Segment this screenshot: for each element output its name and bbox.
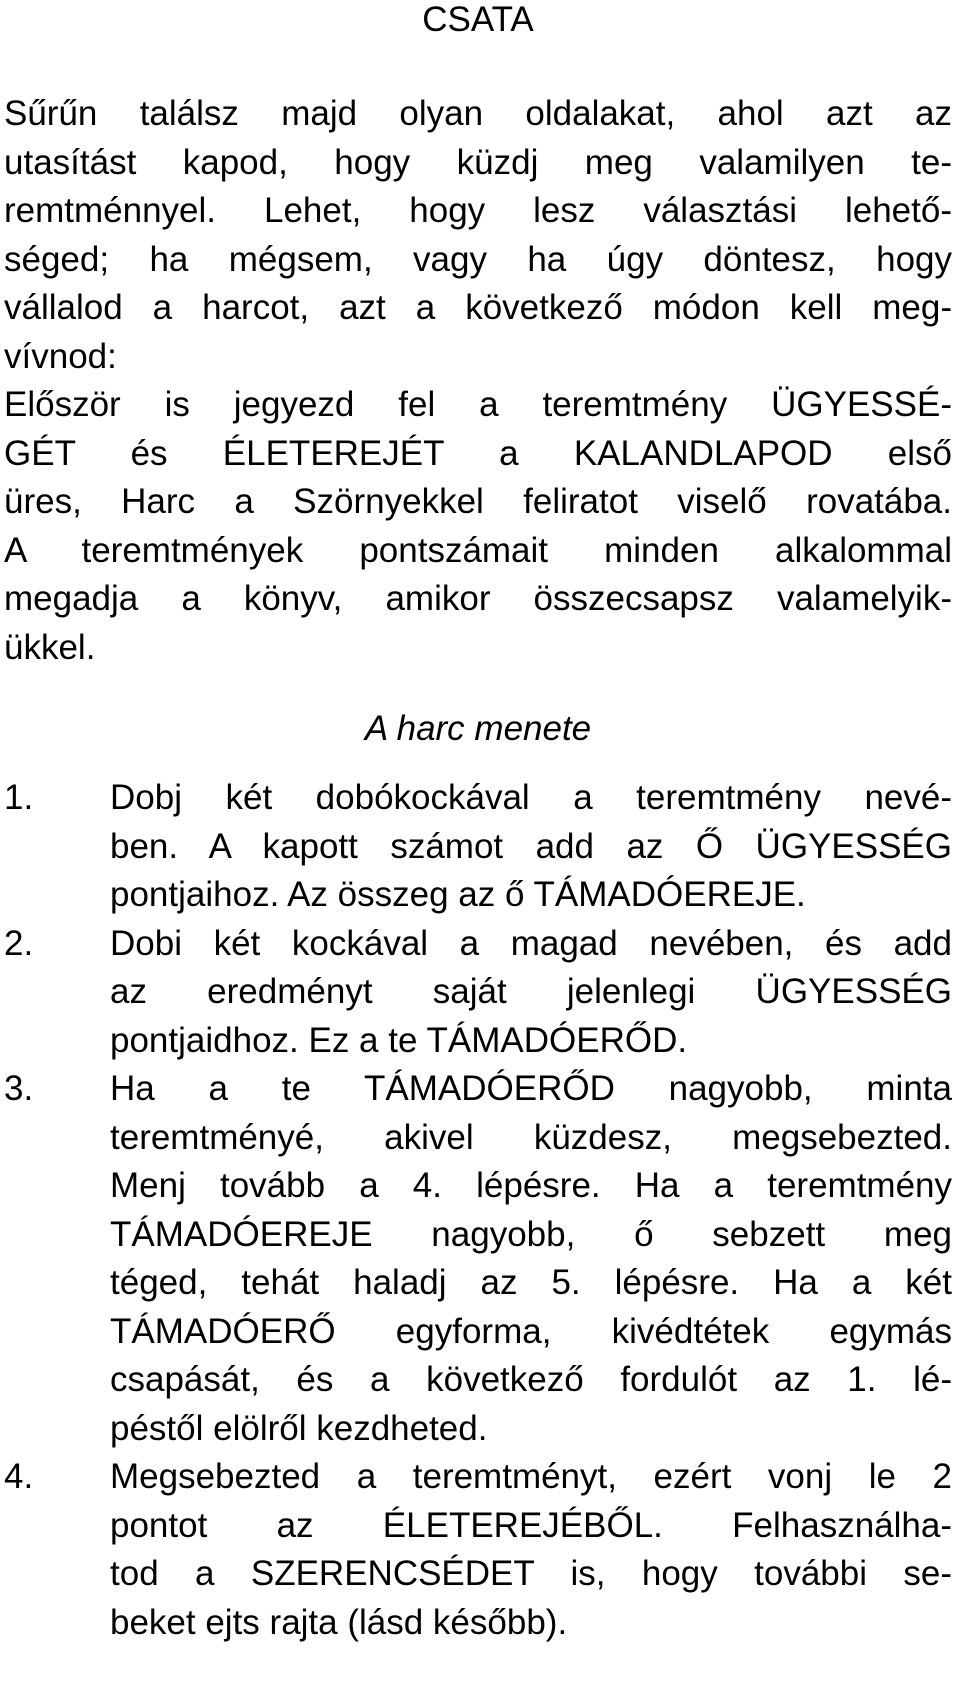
step-line: TÁMADÓEREJE nagyobb, ő sebzett meg [110, 1214, 952, 1254]
step-line: Megsebezted a teremtményt, ezért vonj le 2 [110, 1457, 952, 1496]
step-line: tod a SZERENCSÉDET is, hogy további se- [110, 1554, 952, 1593]
document-page [4, 0, 952, 1647]
intro-paragraph [4, 90, 952, 672]
step-line: ben. A kapott számot add az Ő ÜGYESSÉG [110, 826, 952, 866]
step-text [110, 1065, 952, 1453]
intro-line: vállalod a harcot, azt a következő módon kell meg- [4, 288, 952, 327]
step-text [110, 1453, 952, 1647]
step-line: teremtményé, akivel küzdesz, megsebezted. [110, 1117, 952, 1157]
step-line: Ha a te TÁMADÓERŐD nagyobb, minta [110, 1069, 952, 1108]
intro-line: remtménnyel. Lehet, hogy lesz választási lehető- [4, 191, 952, 230]
intro-line: A teremtmények pontszámait minden alkalommal [4, 530, 952, 570]
combat-steps-list [4, 774, 952, 1647]
intro-line: utasítást kapod, hogy küzdj meg valamilyen te- [4, 142, 952, 182]
list-item [4, 1065, 952, 1453]
intro-line: GÉT és ÉLETEREJÉT a KALANDLAPOD első [4, 433, 952, 473]
intro-line: séged; ha mégsem, vagy ha úgy döntesz, hogy [4, 239, 952, 279]
intro-line: üres, Harc a Szörnyekkel feliratot viselő rovatába. [4, 482, 952, 521]
step-line: pontjaihoz. Az összeg az ő TÁMADÓEREJE. [110, 875, 806, 914]
step-line: csapását, és a következő fordulót az 1. lé- [110, 1360, 952, 1399]
step-line: az eredményt saját jelenlegi ÜGYESSÉG [110, 972, 952, 1011]
intro-line: megadja a könyv, amikor összecsapsz valamelyik- [4, 579, 952, 618]
step-number: 4. [4, 1457, 34, 1496]
step-line: Dobj két dobókockával a teremtmény nevé- [110, 778, 952, 817]
step-text [110, 774, 952, 920]
section-heading: A harc menete [364, 709, 592, 748]
intro-line: ükkel. [4, 627, 96, 667]
step-line: TÁMADÓERŐ egyforma, kivédtétek egymás [110, 1311, 952, 1351]
list-item [4, 1453, 952, 1647]
step-line: pontot az ÉLETEREJÉBŐL. Felhasználha- [110, 1505, 952, 1545]
step-line: Menj tovább a 4. lépésre. Ha a teremtmény [110, 1166, 952, 1205]
step-line: beket ejts rajta (lásd később). [110, 1602, 568, 1642]
intro-line: vívnod: [4, 336, 117, 376]
page-title: CSATA [422, 0, 534, 39]
list-item [4, 920, 952, 1066]
intro-line: Sűrűn találsz majd olyan oldalakat, ahol azt az [4, 94, 952, 133]
intro-line: Először is jegyezd fel a teremtmény ÜGYESSÉ- [4, 385, 952, 424]
step-line: Dobi két kockával a magad nevében, és add [110, 923, 952, 963]
step-line: téged, tehát haladj az 5. lépésre. Ha a két [110, 1263, 952, 1302]
step-line: péstől elölről kezdheted. [110, 1408, 488, 1448]
step-number: 1. [4, 778, 34, 817]
step-number: 2. [4, 923, 34, 963]
list-item [4, 774, 952, 920]
step-line: pontjaidhoz. Ez a te TÁMADÓERŐD. [110, 1020, 688, 1060]
step-text [110, 920, 952, 1066]
step-number: 3. [4, 1069, 34, 1108]
